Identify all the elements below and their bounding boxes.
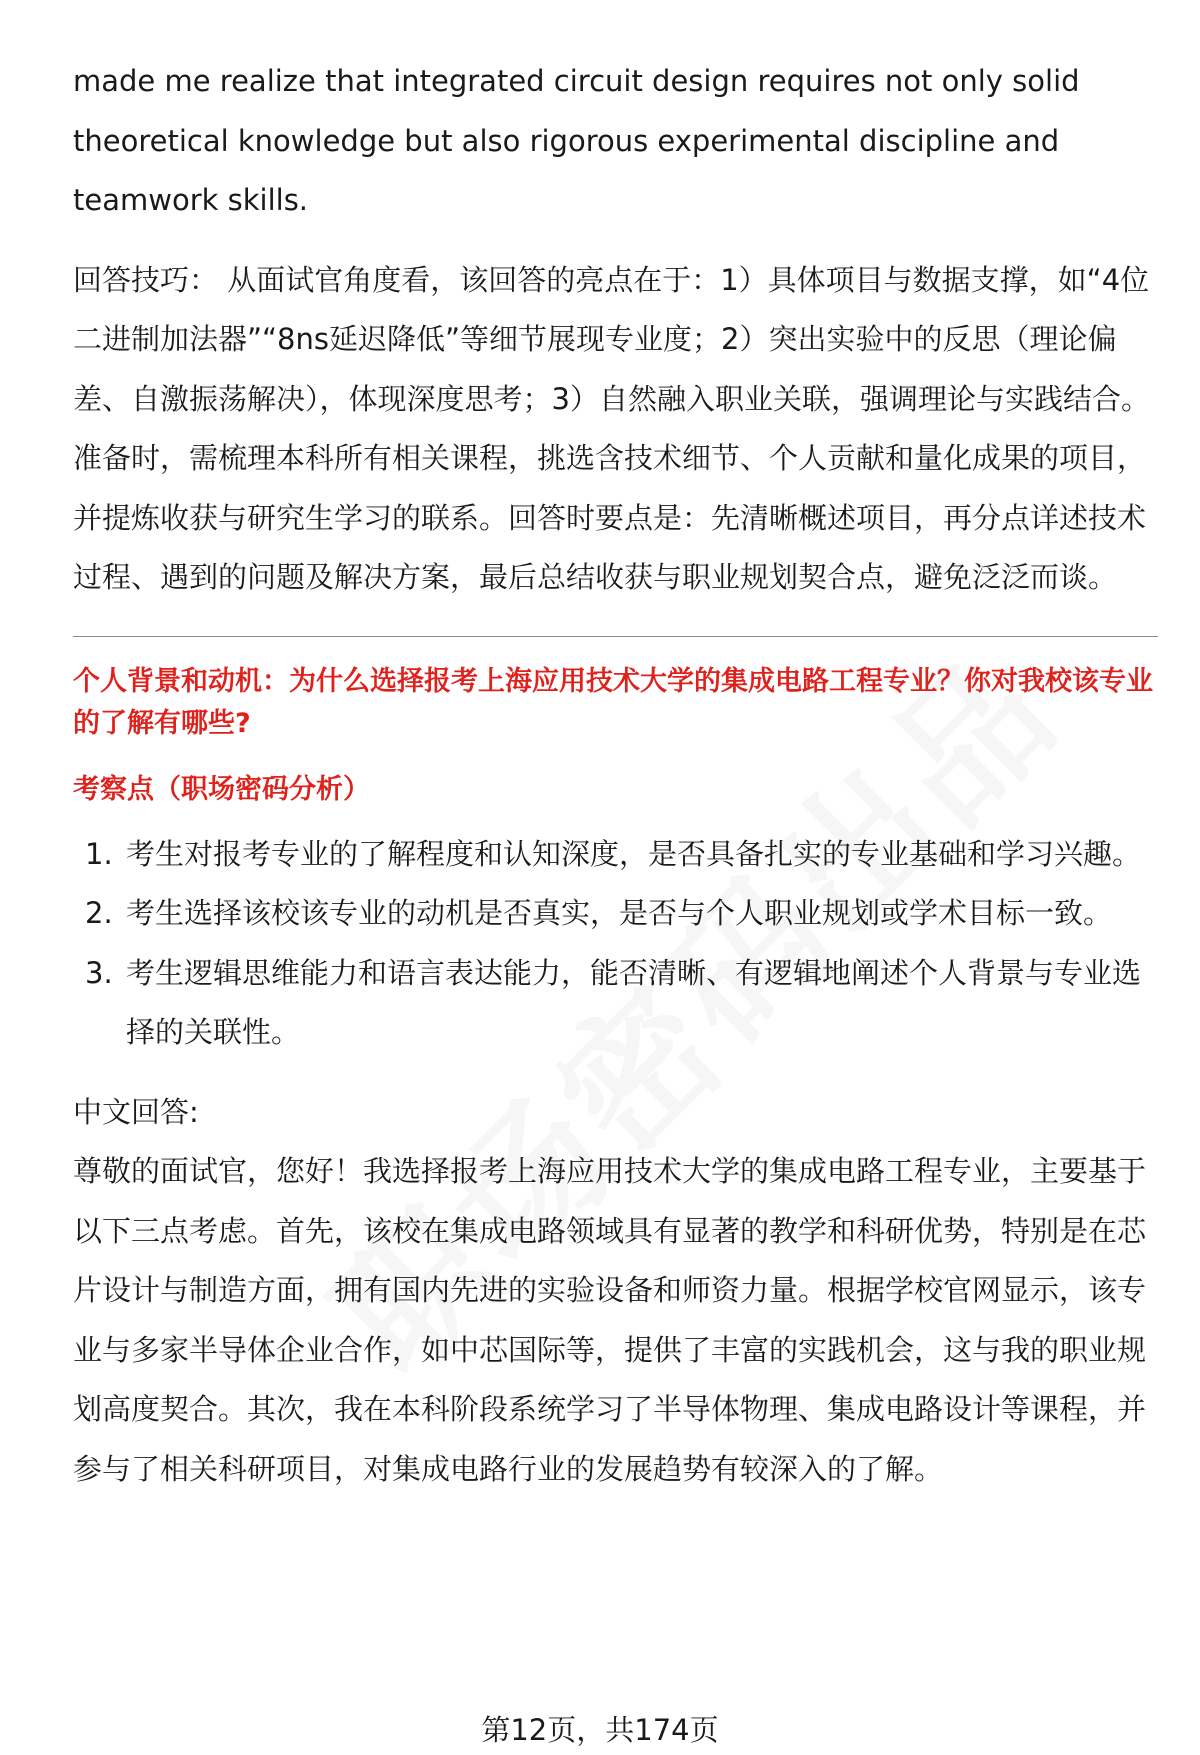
list-item-number: 2. xyxy=(85,896,113,930)
list-item xyxy=(73,825,1158,885)
list-item xyxy=(73,944,1158,1063)
list-item-text: 考生选择该校该专业的动机是否真实，是否与个人职业规划或学术目标一致。 xyxy=(126,896,1113,930)
page-content xyxy=(73,52,1158,1499)
list-item xyxy=(73,884,1158,944)
list-item-text: 考生对报考专业的了解程度和认知深度，是否具备扎实的专业基础和学习兴趣。 xyxy=(126,836,1142,871)
list-item-number: 1. xyxy=(85,836,113,871)
page-number: 第12页，共174页 xyxy=(481,1713,719,1747)
answer-paragraph: 尊敬的面试官，您好！我选择报考上海应用技术大学的集成电路工程专业，主要基于以下三点考虑。首先，该校在集成电路领域具有显著的教学和科研优势，特别是在芯片设计与制造方面，拥有国内先进的实验设备和师资力量。根据学校官网显示，该专业与多家半导体企业合作，如中芯国际等，提供了丰富的实践机会，这与我的职业规划高度契合。其次，我在本科阶段系统学习了半导体物理、集成电路设计等课程，并参与了相关科研项目，对集成电路行业的发展趋势有较深入的了解。 xyxy=(73,1154,1147,1486)
analysis-list xyxy=(73,825,1158,1063)
answer-label: 中文回答: xyxy=(73,1094,199,1129)
tips-paragraph: 回答技巧： 从面试官角度看，该回答的亮点在于：1）具体项目与数据支撑，如“4位二进制加法器”“8ns延迟降低”等细节展现专业度；2）突出实验中的反思（理论偏差、自激振荡解决），体现深度思考；3）自然融入职业关联，强调理论与实践结合。准备时，需梳理本科所有相关课程，挑选含技术细节、个人贡献和量化成果的项目，并提炼收获与研究生学习的联系。回答时要点是：先清晰概述项目，再分点详述技术过程、遇到的问题及解决方案，最后总结收获与职业规划契合点，避免泛泛而谈。 xyxy=(73,262,1150,594)
intro-paragraph: made me realize that integrated circuit design requires not only solid theoretical knowledge but also rigorous experimental discipline and teamwork skills. xyxy=(73,64,1080,217)
question-heading: 个人背景和动机：为什么选择报考上海应用技术大学的集成电路工程专业？你对我校该专业的了解有哪些? xyxy=(73,665,1153,739)
analysis-heading: 考察点（职场密码分析） xyxy=(73,773,370,805)
list-item-number: 3. xyxy=(85,955,113,990)
section-divider xyxy=(73,636,1158,637)
list-item-text: 考生逻辑思维能力和语言表达能力，能否清晰、有逻辑地阐述个人背景与专业选择的关联性。 xyxy=(126,955,1142,1049)
